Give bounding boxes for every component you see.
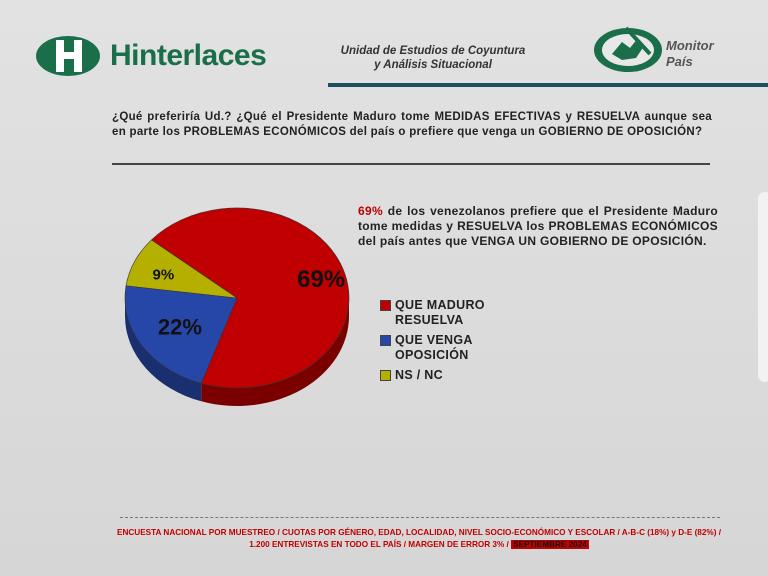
legend-item <box>380 298 540 328</box>
legend-swatch <box>380 300 391 311</box>
summary-percentage: 69% <box>358 204 383 218</box>
footer-divider <box>120 517 720 518</box>
survey-methodology-footer <box>112 527 726 551</box>
pie-tops <box>125 208 349 388</box>
legend-item <box>380 333 540 363</box>
legend-item <box>380 368 540 383</box>
legend-label: NS / NC <box>395 368 443 382</box>
brand-name: Hinterlaces <box>110 39 267 72</box>
pie-data-label-1: 22% <box>157 314 202 340</box>
footer-text: ENCUESTA NACIONAL POR MUESTREO / CUOTAS POR GÉNERO, EDAD, LOCALIDAD, NIVEL SOCIO-ECONÓMICO Y ESCOLAR / A-B-C (18%) y D-E (82%) / 1.200 ENTREVISTAS EN TODO EL PAÍS / MARGEN DE ERROR 3% / <box>117 528 721 549</box>
legend-swatch <box>380 335 391 346</box>
chart-legend <box>380 298 540 388</box>
side-scroll-tab[interactable] <box>758 192 768 382</box>
monitor-line-2: País <box>666 54 693 69</box>
monitor-line-1: Monitor <box>666 38 714 53</box>
unit-line-1: Unidad de Estudios de Coyuntura <box>340 45 526 57</box>
pie-data-label-0: 69% <box>297 266 346 294</box>
footer-date: SEPTIEMBRE 2024 <box>513 540 587 549</box>
pie-data-label-2: 9% <box>152 266 175 284</box>
unit-line-2: y Análisis Situacional <box>374 59 492 71</box>
summary-text <box>358 204 718 249</box>
legend-label: QUE VENGA OPOSICIÓN <box>395 333 473 362</box>
legend-label: QUE MADURO RESUELVA <box>395 298 485 327</box>
summary-body: de los venezolanos prefiere que el Presidente Maduro tome medidas y RESUELVA los PROBLEMAS ECONÓMICOS del país antes que VENGA UN GOBIERNO DE OPOSICIÓN. <box>358 204 718 248</box>
legend-swatch <box>380 370 391 381</box>
survey-question: ¿Qué preferiría Ud.? ¿Qué el Presidente Maduro tome MEDIDAS EFECTIVAS y RESUELVA aunque sea en parte los PROBLEMAS ECONÓMICOS del país o prefiere que venga un GOBIERNO DE OPOSICIÓN? <box>112 111 712 138</box>
